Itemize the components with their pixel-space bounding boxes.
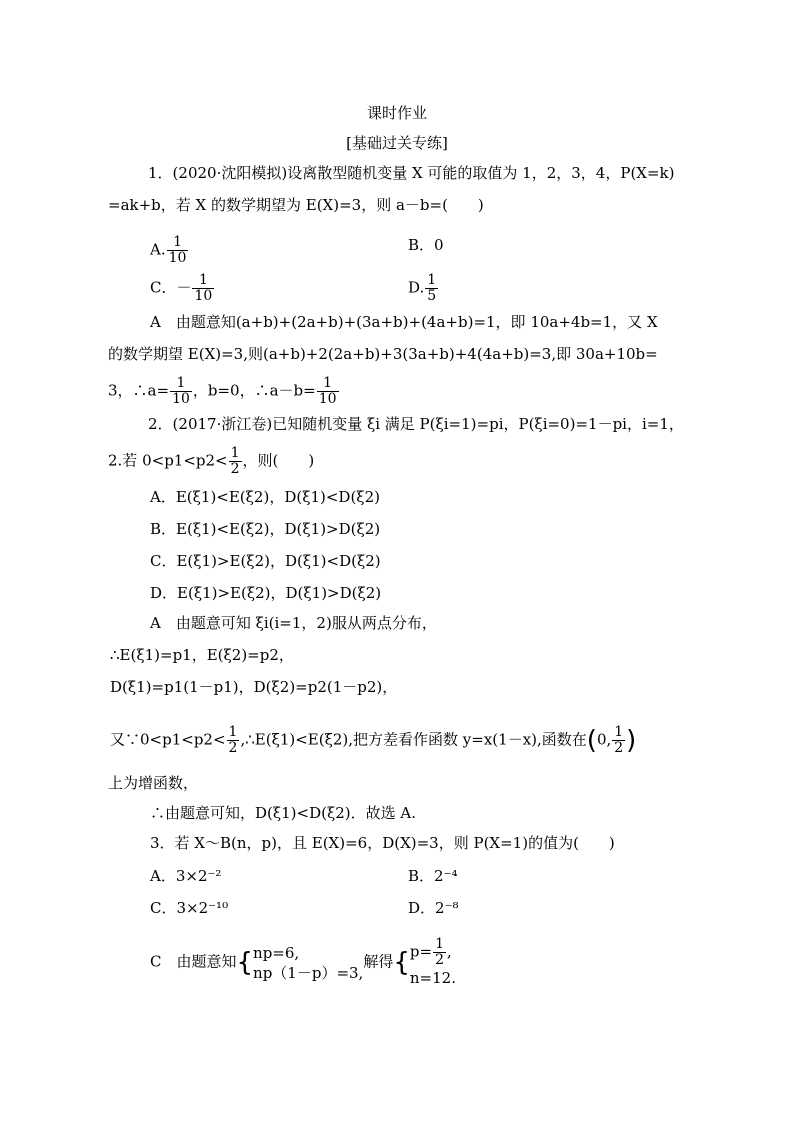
q1-solution-fraction-result: $\frac{1}{10}$: [318, 375, 337, 407]
q1-option-d[interactable]: [408, 273, 439, 304]
q3-equation-system: np=6, np（1－p）=3,: [253, 943, 364, 982]
q1-option-a[interactable]: [150, 235, 189, 266]
q1-solution-line3: 3，∴a= $\frac{1}{10}$ ，b=0，∴a－b= $\frac{1}{10}$: [108, 375, 337, 407]
q3-option-d[interactable]: D．2⁻⁸: [408, 899, 459, 917]
q1-option-b[interactable]: B．0: [408, 236, 444, 254]
q2-solution-line1: A 由题意可知 ξi(i=1，2)服从两点分布，: [150, 614, 437, 632]
q1-option-c-label: C．－: [150, 278, 192, 297]
q1-solution-line1: A 由题意知(a+b)+(2a+b)+(3a+b)+(4a+b)=1，即 10a+4b=1，又 X: [150, 313, 658, 331]
q3-option-a[interactable]: A．3×2⁻²: [150, 867, 222, 885]
page-title: 课时作业: [366, 104, 427, 122]
q3-stem-line1: 3．若 X～B(n，p)，且 E(X)=6，D(X)=3，则 P(X=1)的值为( ): [150, 834, 615, 852]
q1-solution-line2: 的数学期望 E(X)=3,则(a+b)+2(2a+b)+3(3a+b)+4(4a+b)=3,即 30a+10b=: [108, 345, 658, 363]
q2-option-d[interactable]: D．E(ξ1)>E(ξ2)，D(ξ1)>D(ξ2): [150, 584, 382, 602]
q2-solution-line4: 又∵0<p1<p2< $\frac{1}{2}$ ,∴E(ξ1)<E(ξ2),把方差看作函数 y=x(1－x),函数在(0, $\frac{1}{2}$ ): [110, 724, 637, 756]
close-paren-icon: ): [626, 725, 637, 756]
left-brace-icon: {: [236, 947, 254, 978]
q3-option-c[interactable]: C．3×2⁻¹⁰: [150, 899, 229, 917]
q2-stem-line1: 2．(2017·浙江卷)已知随机变量 ξi 满足 P(ξi=1)=pi，P(ξi=0)=1－pi，i=1，: [148, 415, 684, 433]
q2-option-c[interactable]: C．E(ξ1)>E(ξ2)，D(ξ1)<D(ξ2): [150, 552, 381, 570]
q2-solution-line3: D(ξ1)=p1(1－p1)，D(ξ2)=p2(1－p2)，: [110, 678, 398, 696]
q2-stem-line2: 2.若 0<p1<p2< $\frac{1}{2}$ ，则( ): [108, 445, 315, 477]
q3-p-fraction: $\frac{1}{2}$: [435, 936, 444, 968]
q3-solution-line1: C 由题意知{ np=6, np（1－p）=3, 解得{ p= $\frac{1}{2}$ , n=12.: [150, 936, 456, 987]
q1-stem-line2: =ak+b，若 X 的数学期望为 E(X)=3，则 a－b=( ): [108, 196, 484, 214]
q1-option-d-fraction: $\frac{1}{5}$: [427, 272, 437, 304]
q1-option-c[interactable]: [150, 273, 215, 304]
q3-option-b[interactable]: B．2⁻⁴: [408, 867, 458, 885]
section-title: [基础过关专练]: [346, 134, 448, 152]
q1-solution-fraction-a: $\frac{1}{10}$: [172, 375, 190, 407]
q2-solution-line6: ∴由题意可知，D(ξ1)<D(ξ2)．故选 A.: [150, 804, 417, 822]
q1-option-c-fraction: $\frac{1}{10}$: [194, 272, 213, 304]
q2-option-a[interactable]: A．E(ξ1)<E(ξ2)，D(ξ1)<D(ξ2): [150, 488, 380, 506]
q2-option-b[interactable]: B．E(ξ1)<E(ξ2)，D(ξ1)>D(ξ2): [150, 520, 381, 538]
q2-solution-line2: ∴E(ξ1)=p1，E(ξ2)=p2，: [110, 646, 294, 664]
q1-option-d-label: D.: [408, 278, 425, 297]
q1-stem-line1: 1．(2020·沈阳模拟)设离散型随机变量 X 可能的取值为 1，2，3，4，P(X=k): [148, 164, 675, 182]
q2-interval-fraction: $\frac{1}{2}$: [614, 724, 624, 756]
left-brace-icon-2: {: [393, 947, 410, 978]
q2-solution-fraction: $\frac{1}{2}$: [228, 724, 238, 756]
q1-option-a-label: A.: [150, 240, 166, 259]
q3-solution-system: p= $\frac{1}{2}$ , n=12.: [409, 936, 456, 987]
open-paren-icon: (: [586, 725, 597, 756]
q2-solution-line5: 上为增函数，: [108, 774, 199, 792]
q2-stem-fraction: $\frac{1}{2}$: [230, 445, 240, 477]
q1-option-a-fraction: $\frac{1}{10}$: [168, 234, 187, 266]
